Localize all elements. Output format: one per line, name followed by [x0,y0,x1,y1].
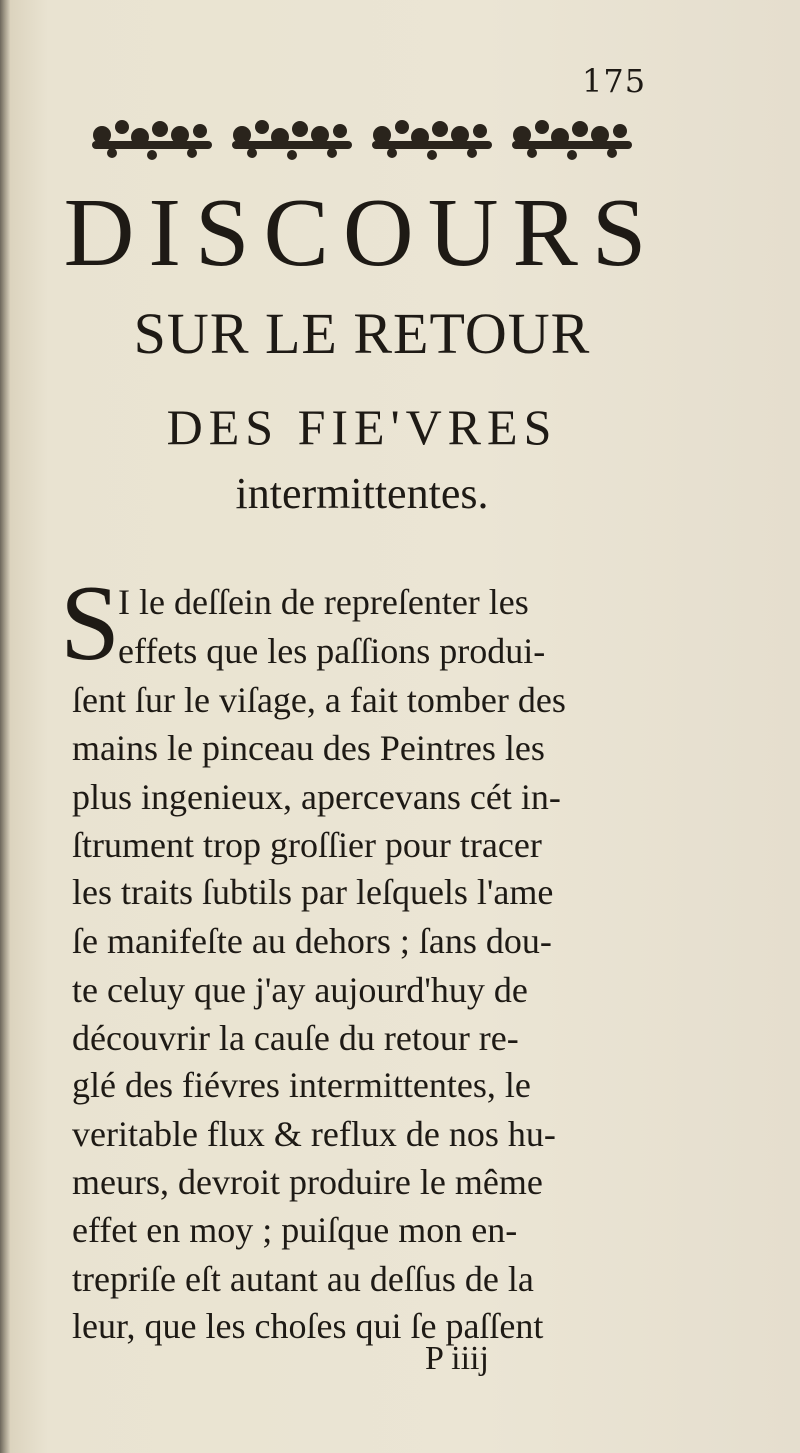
text-line: trepriſe eſt autant au deſſus de la [72,1259,534,1299]
heading-title: DISCOURS [63,179,661,287]
page-number: 175 [582,62,647,100]
text-line: ſent ſur le viſage, a fait tomber des [72,680,566,720]
fleuron-ornament-icon [82,105,642,165]
page-spine-edge [0,0,10,1453]
heading-subtitle-1: SUR LE RETOUR [133,301,591,366]
text-line: ſtrument trop groſſier pour tracer [72,825,542,865]
text-line: effets que les paſſions produi- [118,631,546,671]
text-line: découvrir la cauſe du retour re- [72,1018,519,1058]
text-line: ſe manifeſte au dehors ; ſans dou- [72,921,552,961]
text-line: plus ingenieux, apercevans cét in- [72,777,561,817]
text-line: glé des fiévres intermittentes, le [72,1065,531,1105]
signature-mark: P iiij [425,1340,489,1377]
text-line: leur, que les choſes qui ſe paſſent [72,1306,544,1346]
heading-subtitle-2: DES FIE'VRES [166,399,558,455]
text-line: mains le pinceau des Peintres les [72,728,545,768]
text-line: veritable flux & reflux de nos hu- [72,1114,556,1154]
drop-cap: S [60,564,121,683]
text-line: les traits ſubtils par leſquels l'ame [72,872,554,912]
text-line: effet en moy ; puiſque mon en- [72,1210,518,1250]
text-line: te celuy que j'ay aujourd'huy de [72,970,528,1010]
text-line: I le deſſein de repreſenter les [118,582,529,622]
heading-subtitle-3: intermittentes. [235,469,489,518]
text-line: meurs, devroit produire le même [72,1162,543,1202]
